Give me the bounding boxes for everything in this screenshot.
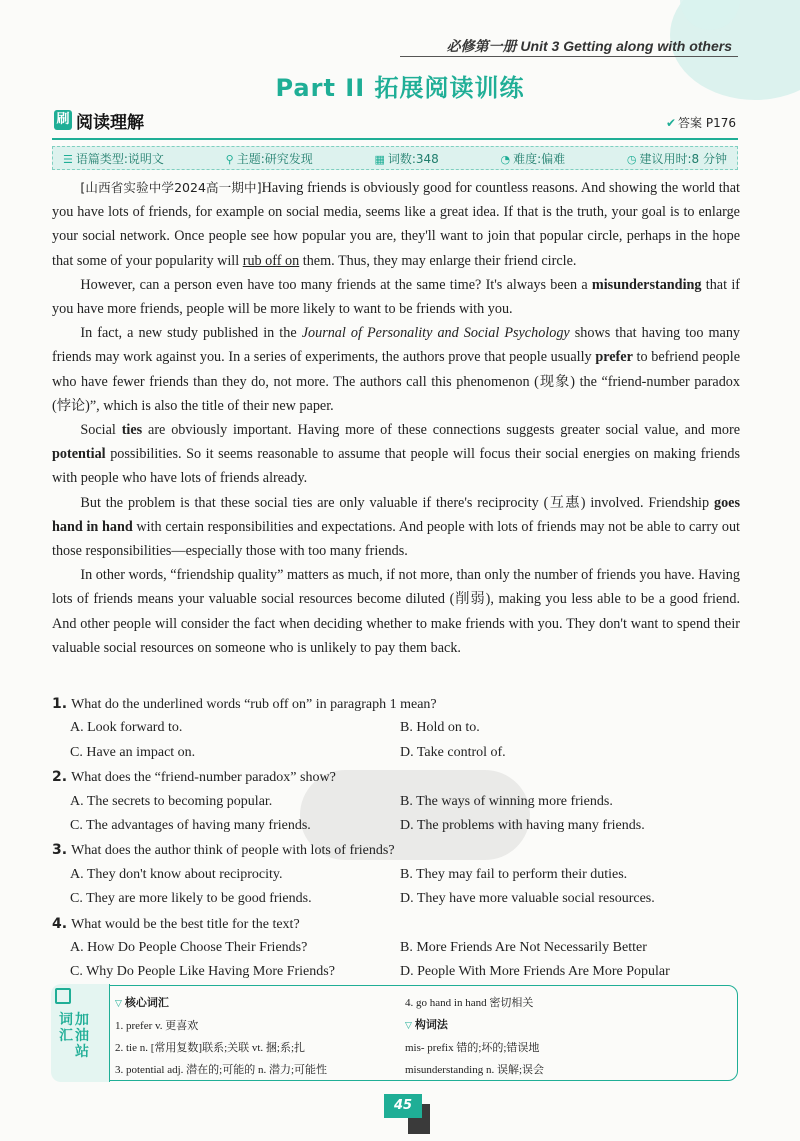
- header-rule: [400, 56, 738, 57]
- vocab-label-char: 站: [75, 1044, 89, 1060]
- option-c[interactable]: C. Have an impact on.: [70, 744, 196, 760]
- option-d[interactable]: D. They have more valuable social resources.: [400, 891, 655, 907]
- option-a[interactable]: A. They don't know about reciprocity.: [70, 866, 283, 882]
- question-3: [52, 838, 742, 862]
- option-d[interactable]: D. People With More Friends Are More Popular: [400, 964, 670, 980]
- info-time-text: 建议用时:8 分钟: [639, 151, 727, 166]
- p3-text-b: shows that having too many friends may work against you. In a series of experiments, the authors prove that people usually: [52, 325, 741, 366]
- option-b[interactable]: B. They may fail to perform their duties.: [400, 866, 628, 882]
- question-4: [52, 912, 742, 936]
- question-number: 3.: [52, 842, 68, 859]
- answer-reference: [666, 114, 736, 131]
- vocab-label-col-2: [75, 1012, 89, 1060]
- option-a[interactable]: A. The secrets to becoming popular.: [70, 793, 273, 809]
- vocab-box: [52, 985, 738, 1081]
- vocab-label-char: 词: [59, 1012, 73, 1028]
- bold-phrase-goes-hand-in-hand: goes hand in hand: [52, 494, 740, 535]
- info-time: [627, 150, 727, 167]
- options-row: [52, 887, 742, 911]
- p1-text-b: them. Thus, they may enlarge their friend circle.: [299, 252, 577, 269]
- document-icon: ☰: [63, 152, 73, 166]
- vocab-morph-column: [405, 992, 715, 1081]
- checkmark-icon: ✔: [665, 116, 677, 130]
- option-a[interactable]: A. Look forward to.: [70, 720, 183, 736]
- morphology-heading-text: 构词法: [414, 1018, 448, 1031]
- vocab-entry: 3. potential adj. 潜在的;可能的 n. 潜力;可能性: [115, 1064, 328, 1076]
- vocab-entry: 2. tie n. [常用复数]联系;关联 vt. 捆;系;扎: [115, 1042, 306, 1054]
- option-b[interactable]: B. More Friends Are Not Necessarily Better: [400, 939, 647, 955]
- option-d[interactable]: D. Take control of.: [400, 744, 506, 760]
- triangle-icon: ▽: [115, 999, 122, 1009]
- source-tag: [山西省实验中学2024高一期中]: [80, 180, 262, 195]
- option-b[interactable]: B. The ways of winning more friends.: [400, 793, 613, 809]
- p3-text-c: to befriend people who have fewer friends than they do, not more. The authors call this phenomenon (现象) the “friend-number paradox (悖论)”, which is also the title of their new paper.: [52, 349, 741, 414]
- vocab-entry: misunderstanding n. 误解;误会: [405, 1064, 545, 1076]
- vocab-core-column: [115, 992, 395, 1081]
- question-1: [52, 692, 742, 716]
- section-rule: [52, 138, 738, 140]
- question-number: 2.: [52, 769, 68, 786]
- question-text: What does the author think of people with lots of friends?: [71, 843, 395, 859]
- options-row: [52, 814, 742, 838]
- underlined-phrase: rub off on: [242, 252, 300, 269]
- info-difficulty-text: 难度:偏难: [513, 151, 566, 166]
- vocab-tab: [51, 984, 110, 1082]
- journal-title: Journal of Personality and Social Psychology: [301, 325, 570, 342]
- search-icon: ⚲: [225, 152, 234, 166]
- question-number: 4.: [52, 915, 68, 932]
- vocab-entry: mis- prefix 错的;坏的;错误地: [405, 1042, 540, 1054]
- vocab-label-char: 汇: [59, 1028, 73, 1044]
- option-c[interactable]: C. They are more likely to be good friends.: [70, 891, 312, 907]
- vocab-entry: 1. prefer v. 更喜欢: [115, 1020, 199, 1032]
- info-difficulty: [501, 150, 566, 167]
- info-bar: [52, 146, 738, 170]
- option-a[interactable]: A. How Do People Choose Their Friends?: [70, 939, 308, 955]
- vocab-label-char: 油: [75, 1028, 89, 1044]
- part-title: Part II 拓展阅读训练: [275, 74, 525, 102]
- info-words: [374, 150, 438, 167]
- options-row: [52, 936, 742, 960]
- question-number: 1.: [52, 696, 68, 712]
- bold-word-misunderstanding: misunderstanding: [591, 276, 702, 293]
- p5-text-b: with certain responsibilities and expectations. And people with lots of friends may not be able to carry out those responsibilities—especially those with too many friends.: [52, 518, 740, 560]
- option-c[interactable]: C. The advantages of having many friends.: [70, 817, 311, 833]
- question-text: What do the underlined words “rub off on” in paragraph 1 mean?: [71, 697, 437, 712]
- question-text: What would be the best title for the text?: [71, 916, 300, 932]
- p3-text-a: In fact, a new study published in the: [80, 325, 302, 342]
- info-genre: [63, 150, 164, 167]
- p2-text-b: that if you have more friends, people will be more likely to want to be friends with you.: [52, 276, 740, 318]
- question-list: [52, 692, 742, 985]
- answer-reference-text: 答案 P176: [678, 116, 736, 130]
- p4-text-b: are obviously important. Having more of these connections suggests greater social value, and more: [142, 422, 741, 439]
- options-row: [52, 960, 742, 984]
- bold-word-prefer: prefer: [595, 349, 633, 366]
- reading-passage: [52, 176, 740, 660]
- p4-text-c: possibilities. So it seems reasonable to assume that people will focus their social energies on making friends with people who have lots of friends already.: [52, 446, 740, 487]
- paragraph-1: [52, 176, 740, 273]
- section-badge: 刷: [54, 110, 72, 130]
- bold-word-ties: ties: [121, 422, 143, 439]
- core-vocab-heading: [115, 992, 395, 1015]
- p4-text-a: Social: [80, 422, 122, 439]
- question-2: [52, 765, 742, 789]
- options-row: [52, 863, 742, 887]
- paragraph-5: [52, 491, 740, 564]
- options-row: [52, 790, 742, 814]
- vocab-label-col-1: [59, 1012, 73, 1060]
- question-text: What does the “friend-number paradox” show?: [71, 770, 336, 786]
- options-row: [52, 741, 742, 765]
- page-number: 45: [384, 1094, 422, 1118]
- paragraph-2: [52, 273, 740, 321]
- core-vocab-heading-text: 核心词汇: [124, 996, 169, 1009]
- vocab-label-char: 加: [75, 1012, 89, 1028]
- option-b[interactable]: B. Hold on to.: [400, 720, 480, 736]
- triangle-icon: ▽: [405, 1021, 412, 1031]
- p5-text-a: But the problem is that these social ties are only valuable if there's reciprocity (互惠) involved. Friendship: [80, 494, 714, 511]
- gauge-icon: ◔: [500, 152, 511, 166]
- section-title: 阅读理解: [76, 113, 144, 133]
- info-words-text: 词数:348: [387, 151, 439, 166]
- paragraph-6: In other words, “friendship quality” matters as much, if not more, than only the number of friends you have. Having lots of friends means your valuable social resources become diluted (削弱), making you less able to be a good friend. And other people will consider the fact when deciding whether to make friends with you. They don't want to spend their valuable social resources on someone who is unlikely to pay them back.: [52, 567, 740, 656]
- info-genre-text: 语篇类型:说明文: [75, 151, 164, 166]
- paragraph-3: [52, 321, 740, 418]
- paragraph-4: [52, 418, 740, 491]
- vocab-entry: 4. go hand in hand 密切相关: [405, 997, 534, 1009]
- info-topic: [226, 150, 313, 167]
- options-row: [52, 716, 742, 740]
- p2-text-a: However, can a person even have too many friends at the same time? It's always been a: [80, 276, 592, 293]
- vocab-label: [59, 1012, 89, 1060]
- clock-icon: ◷: [626, 152, 637, 166]
- p1-text-a: Having friends is obviously good for countless reasons. And showing the world that you have lots of friends, for example on social media, seems like a great idea. If that is the truth, your goal is to enlarge your social network. Once people see how popular you are, they'll want to join that popular circle, perhaps in the hope that some of your popularity will: [52, 180, 740, 269]
- morphology-heading: [405, 1014, 715, 1037]
- bold-word-potential: potential: [52, 446, 106, 463]
- info-topic-text: 主题:研究发现: [236, 151, 313, 166]
- running-head: 必修第一册 Unit 3 Getting along with others: [446, 38, 732, 54]
- count-icon: ▦: [374, 152, 385, 166]
- fuel-pump-icon: [55, 988, 71, 1004]
- option-d[interactable]: D. The problems with having many friends.: [400, 817, 645, 833]
- option-c[interactable]: C. Why Do People Like Having More Friends?: [70, 964, 335, 980]
